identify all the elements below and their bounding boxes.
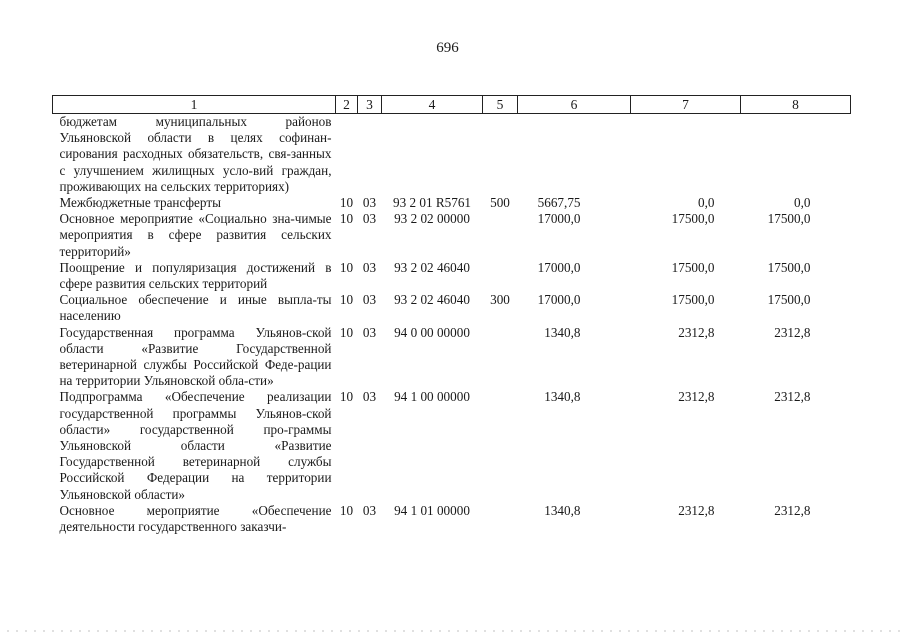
row-value-2: 2312,8 [678,324,715,340]
row-name: Государственная программа Ульянов-ской области «Развитие Государственной ветеринарной службы Российской Феде-рации на территории Ульяновской обла-сти» [59,324,332,389]
row-value-2: 17500,0 [671,259,715,275]
row-vr [483,389,518,502]
budget-table [52,95,851,535]
row-pr: 03 [362,211,377,227]
row-pr [358,114,382,196]
row-csr: 93 2 02 00000 [394,211,470,227]
header-col-5: 5 [483,96,518,114]
header-col-4: 4 [382,96,483,114]
row-value-1: 1340,8 [544,324,581,340]
row-value-2 [631,114,741,196]
row-value-1: 17000,0 [537,211,581,227]
row-vr [483,260,518,292]
table-row [53,503,851,535]
row-csr: 93 2 01 R5761 [392,195,472,211]
row-value-3: 2312,8 [774,324,811,340]
row-value-1: 17000,0 [537,259,581,275]
row-csr: 94 1 01 00000 [394,502,470,518]
row-value-1 [518,114,631,196]
row-name: Межбюджетные трансферты [59,195,221,211]
row-value-1: 17000,0 [537,292,581,308]
row-name: бюджетам муниципальных районов Ульяновской области в целях софинан-сирования расходных обязательств, свя-занных с улучшением жилищных усло-вий граждан, проживающих на сельских территориях) [59,114,332,194]
row-value-1: 1340,8 [544,502,581,518]
scan-noise-strip [0,630,905,632]
row-csr [382,114,483,196]
table-header [53,96,851,114]
row-value-3: 17500,0 [767,211,811,227]
row-name: Социальное обеспечение и иные выпла-ты населению [59,292,332,324]
row-vr [483,503,518,535]
row-pr: 03 [362,195,377,211]
table-row [53,211,851,260]
row-name: Подпрограмма «Обеспечение реализации государственной программы Ульянов-ской области» государственной про-граммы Ульяновской области «Развитие Государственной ветеринарной службы Российской Федерации на территории Ульяновской области» [59,389,332,502]
page-number: 696 [436,40,459,56]
table-row [53,389,851,502]
row-name: Основное мероприятие «Социально зна-чимые мероприятия в сфере развития сельских территорий» [59,211,332,259]
header-col-6: 6 [518,96,631,114]
header-col-3: 3 [358,96,382,114]
row-value-3: 17500,0 [767,292,811,308]
table-row [53,260,851,292]
row-value-3 [741,114,851,196]
row-value-1: 5667,75 [537,195,581,211]
row-vr: 300 [490,292,510,308]
row-rz: 10 [339,195,354,211]
row-value-2: 2312,8 [678,502,715,518]
row-name: Поощрение и популяризация достижений в сфере развития сельских территорий [59,259,332,292]
row-csr: 94 0 00 00000 [394,324,470,340]
table-row [53,195,851,211]
row-value-2: 2312,8 [678,389,715,405]
row-vr [483,114,518,196]
row-value-3: 0,0 [794,195,811,211]
row-csr: 93 2 02 46040 [394,259,470,275]
row-pr: 03 [362,389,377,405]
header-col-7: 7 [631,96,741,114]
row-csr: 93 2 02 46040 [394,292,470,308]
row-value-2: 0,0 [698,195,715,211]
row-rz [336,114,358,196]
row-rz: 10 [339,292,354,308]
row-pr: 03 [362,502,377,518]
row-rz: 10 [339,389,354,405]
row-pr: 03 [362,259,377,275]
header-col-1: 1 [53,96,336,114]
row-csr: 94 1 00 00000 [394,389,470,405]
table-row [53,114,851,196]
row-rz: 10 [339,211,354,227]
row-rz: 10 [339,259,354,275]
row-rz: 10 [339,324,354,340]
row-value-2: 17500,0 [671,211,715,227]
row-vr [483,325,518,390]
header-col-8: 8 [741,96,851,114]
row-value-3: 17500,0 [767,259,811,275]
row-value-1: 1340,8 [544,389,581,405]
row-name: Основное мероприятие «Обеспечение деятельности государственного заказчи- [59,502,332,535]
row-value-3: 2312,8 [774,389,811,405]
row-rz: 10 [339,502,354,518]
table-row [53,292,851,324]
table-row [53,325,851,390]
row-value-2: 17500,0 [671,292,715,308]
row-pr: 03 [362,324,377,340]
row-vr: 500 [490,195,510,211]
header-row [53,96,851,114]
header-col-2: 2 [336,96,358,114]
row-vr [483,211,518,260]
row-value-3: 2312,8 [774,502,811,518]
row-pr: 03 [362,292,377,308]
table-body [53,114,851,536]
